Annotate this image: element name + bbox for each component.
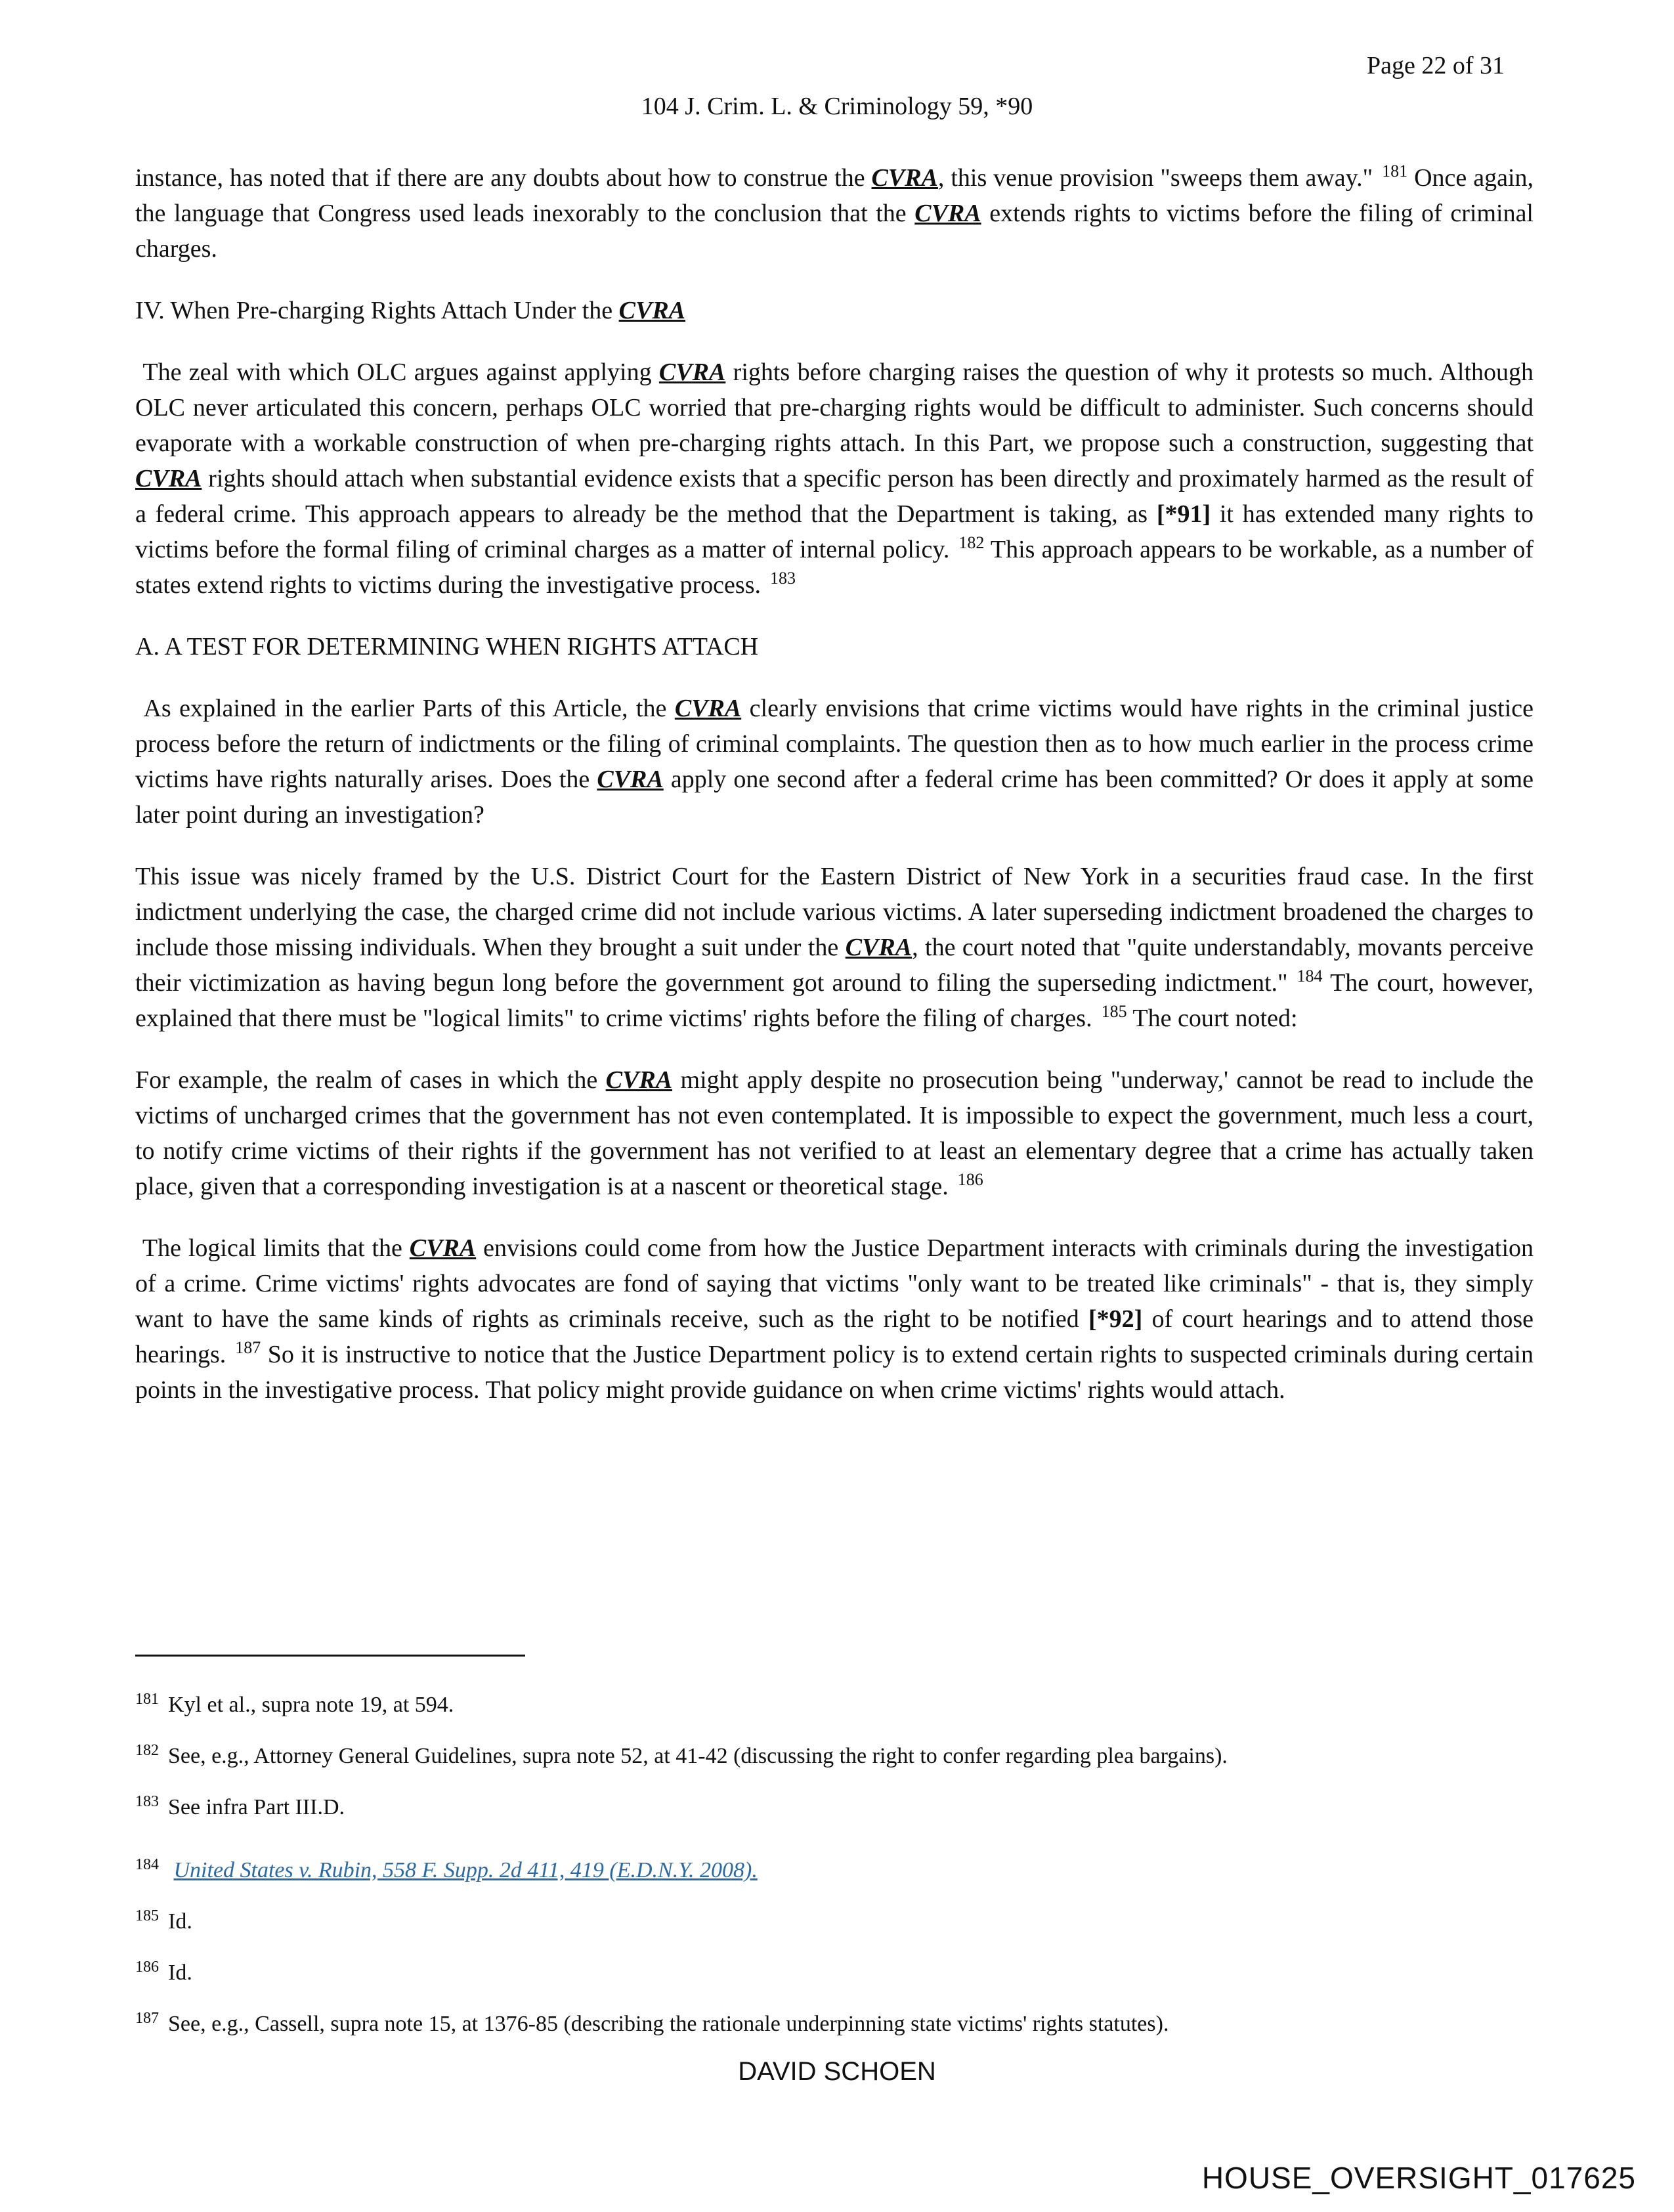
footnote-ref-184[interactable]: 184 — [1297, 966, 1323, 986]
footnote-number: 187 — [135, 2009, 159, 2027]
cvra-term: CVRA — [135, 465, 202, 492]
footnote-divider — [135, 1655, 525, 1657]
footnote-number: 186 — [135, 1958, 159, 1976]
text-run: it has extended many rights to victims before the formal filing of criminal charges as a matter of internal policy. — [135, 500, 1534, 563]
footnote-186 — [135, 1958, 1534, 2013]
paragraph-1 — [135, 160, 1534, 267]
footnote-number: 182 — [135, 1741, 159, 1759]
bates-stamp: HOUSE_OVERSIGHT_017625 — [1201, 2161, 1636, 2195]
cvra-term: CVRA — [409, 1234, 477, 1262]
cvra-term: CVRA — [597, 766, 664, 793]
section-heading-iv — [135, 293, 1534, 328]
footnotes — [135, 1690, 1534, 2064]
footnote-text: See infra Part III.D. — [168, 1795, 345, 1819]
text-run: apply one second after a federal crime has been committed? Or does it apply at some later point during an investigation? — [135, 766, 1534, 829]
footnote-text: Id. — [168, 1961, 192, 1985]
cvra-term: CVRA — [871, 164, 938, 192]
footnote-181 — [135, 1690, 1534, 1745]
cvra-term: CVRA — [674, 695, 742, 722]
footnote-text: See, e.g., Cassell, supra note 15, at 1376-85 (describing the rationale underpinning state victims' rights statutes). — [168, 2012, 1169, 2036]
cvra-term: CVRA — [845, 934, 912, 961]
text-run: clearly envisions that crime victims would have rights in the criminal justice process before the return of indictments or the filing of criminal complaints. The question then as to how much earlier in the process crime victims have rights naturally arises. Does the — [135, 695, 1534, 793]
text-run: So it is instructive to notice that the Justice Department policy is to extend certain rights to suspected criminals during certain points in the investigative process. That policy might provide guidance on when crime victims' rights would attach. — [135, 1341, 1534, 1404]
text-run: rights should attach when substantial evidence exists that a specific person has been directly and proximately harmed as the result of a federal crime. This approach appears to already be the method that the Department is taking, as — [135, 465, 1534, 528]
star-page-marker: [*91] — [1156, 500, 1211, 528]
text-run: , the court noted that "quite understandably, movants perceive their victimization as having begun long before the government got around to filing the superseding indictment." — [135, 934, 1534, 997]
text-run: For example, the realm of cases in which the — [135, 1066, 606, 1094]
case-citation-link[interactable]: United States v. Rubin, 558 F. Supp. 2d 411, 419 (E.D.N.Y. 2008). — [173, 1858, 758, 1882]
text-run: Once again, the language that Congress used leads inexorably to the conclusion that the — [135, 164, 1534, 227]
footnote-text: See, e.g., Attorney General Guidelines, supra note 52, at 41-42 (discussing the right to confer regarding plea bargains). — [168, 1744, 1228, 1768]
star-page-marker: [*92] — [1088, 1305, 1143, 1333]
text-run: The logical limits that the — [142, 1234, 410, 1262]
text-run: The court, however, explained that there must be "logical limits" to crime victims' rights before the filing of charges. — [135, 969, 1534, 1032]
cvra-term: CVRA — [914, 200, 981, 227]
footnote-number: 181 — [135, 1690, 159, 1708]
block-quote — [135, 1062, 1534, 1204]
paragraph-2 — [135, 355, 1534, 603]
text-run: envisions could come from how the Justice Department interacts with criminals during the investigation of a crime. Crime victims' rights advocates are fond of saying that victims "only want to be treated like criminals" - that is, they simply want to have the same kinds of rights as criminals receive, such as the right to be notified — [135, 1234, 1534, 1333]
footnote-number: 183 — [135, 1792, 159, 1810]
footnote-184 — [135, 1855, 1534, 1911]
text-run: This issue was nicely framed by the U.S. District Court for the Eastern District of New York in a securities fraud case. In the first indictment underlying the case, the charged crime did not include various victims. A later superseding indictment broadened the charges to include those missing individuals. When they brought a suit under the — [135, 863, 1534, 961]
heading-text: IV. When Pre-charging Rights Attach Under the — [135, 297, 619, 324]
text-run: This approach appears to be workable, as a number of states extend rights to victims during the investigative process. — [135, 536, 1534, 599]
text-run: extends rights to victims before the filing of criminal charges. — [135, 200, 1534, 263]
footnote-number: 185 — [135, 1907, 159, 1924]
text-run: The zeal with which OLC argues against applying — [142, 358, 659, 386]
footnote-ref-187[interactable]: 187 — [235, 1338, 261, 1358]
text-run: rights before charging raises the question of why it protests so much. Although OLC never articulated this concern, perhaps OLC worried that pre-charging rights would be difficult to administer. Such concerns should evaporate with a workable construction of when pre-charging rights attach. In this Part, we propose such a construction, suggesting that — [135, 358, 1534, 457]
footnote-ref-181[interactable]: 181 — [1382, 162, 1408, 181]
text-run: might apply despite no prosecution being "underway,' cannot be read to include the victims of uncharged crimes that the government has not even contemplated. It is impossible to expect the government, much less a court, to notify crime victims of their rights if the government has not verified to at least an elementary degree that a crime has actually taken place, given that a corresponding investigation is at a nascent or theoretical stage. — [135, 1066, 1534, 1200]
article-body — [135, 160, 1534, 1434]
page-number: Page 22 of 31 — [1366, 52, 1505, 79]
cvra-term: CVRA — [605, 1066, 673, 1094]
footnote-183 — [135, 1792, 1534, 1848]
paragraph-4 — [135, 859, 1534, 1036]
text-run: instance, has noted that if there are any doubts about how to construe the — [135, 164, 872, 192]
footnote-182 — [135, 1741, 1534, 1796]
text-run: of court hearings and to attend those hearings. — [135, 1305, 1534, 1368]
section-heading-a: A. A TEST FOR DETERMINING WHEN RIGHTS ATTACH — [135, 633, 759, 661]
footnote-ref-186[interactable]: 186 — [957, 1170, 983, 1190]
footnote-ref-182[interactable]: 182 — [958, 533, 985, 553]
paragraph-6 — [135, 1230, 1534, 1408]
footnote-185 — [135, 1907, 1534, 1962]
footnote-text: Id. — [168, 1909, 192, 1934]
footnote-number: 184 — [135, 1855, 159, 1873]
footnote-ref-183[interactable]: 183 — [770, 569, 796, 588]
text-run: The court noted: — [1127, 1005, 1298, 1032]
footnote-text: Kyl et al., supra note 19, at 594. — [168, 1693, 454, 1717]
paragraph-3 — [135, 691, 1534, 833]
author-footer: DAVID SCHOEN — [738, 2057, 936, 2086]
cvra-term: CVRA — [618, 297, 686, 324]
text-run: , this venue provision "sweeps them away." — [937, 164, 1373, 192]
footnote-ref-185[interactable]: 185 — [1101, 1002, 1127, 1022]
running-citation: 104 J. Crim. L. & Criminology 59, *90 — [641, 93, 1033, 120]
text-run: As explained in the earlier Parts of this Article, the — [143, 695, 675, 722]
cvra-term: CVRA — [658, 358, 726, 386]
